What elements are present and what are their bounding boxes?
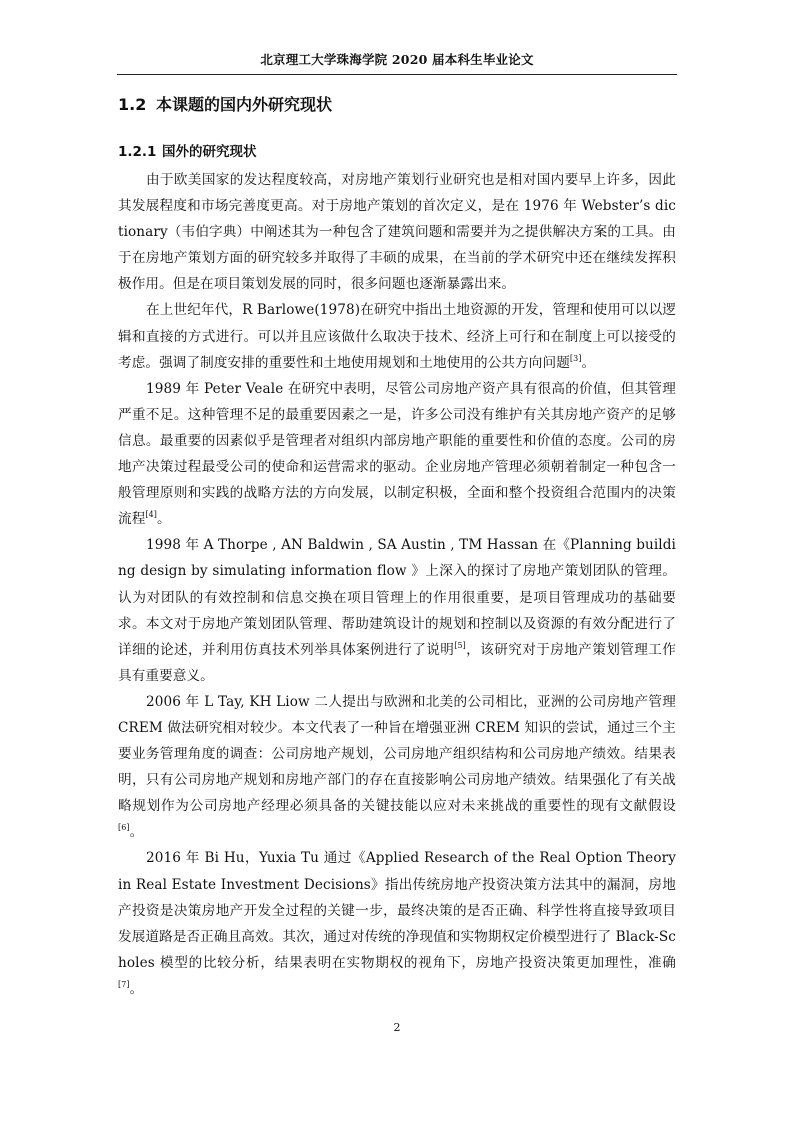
paragraph <box>118 689 676 846</box>
paragraph-text: 1989 年 Peter Veale 在研究中表明，尽管公司房地产资产具有很高的价值，但其管理严重不足。这种管理不足的最重要因素之一是，许多公司没有维护有关其房地产资产的足够信息。最重要的因素似乎是管理者对组织内部房地产职能的重要性和价值的态度。公司的房地产决策过程最受公司的使命和运营需求的驱动。企业房地产管理必须朝着制定一种包含一般管理原则和实践的战略方法的方向发展，以制定积极，全面和整个投资组合范围内的决策流程 <box>118 380 676 528</box>
paragraph-text: 2006 年 L Tay, KH Liow 二人提出与欧洲和北美的公司相比，亚洲的公司房地产管理 CREM 做法研究相对较少。本文代表了一种旨在增强亚洲 CREM 知识的尝试，通过三个主要业务管理角度的调查：公司房地产规划，公司房地产组织结构和公司房地产绩效。结果表明，只有公司房地产规划和房地产部门的存在直接影响公司房地产绩效。结果强化了有关战略规划作为公司房地产经理必须具备的关键技能以应对未来挑战的重要性的现有文献假设 <box>118 693 676 815</box>
paragraph-text: 由于欧美国家的发达程度较高，对房地产策划行业研究也是相对国内要早上许多，因此其发展程度和市场完善度更高。对于房地产策划的首次定义，是在 1976 年 Webster’s dictionary（韦伯字典）中阐述其为一种包含了建筑问题和需要并为之提供解决方案的工具。由于在房地产策划方面的研究较多并取得了丰硕的成果，在当前的学术研究中还在继续发挥积极作用。但是在项目策划发展的同时，很多问题也逐渐暴露出来。 <box>118 172 676 293</box>
citation-ref: [3] <box>569 353 582 363</box>
paragraph <box>118 845 676 1002</box>
page-number: 2 <box>393 1021 401 1034</box>
section-title: 本课题的国内外研究现状 <box>156 95 333 114</box>
paragraph-tail: 。 <box>129 824 144 841</box>
paragraph-tail: 。 <box>581 354 596 371</box>
subsection-number: 1.2.1 <box>118 144 157 160</box>
paragraph <box>118 297 676 375</box>
paragraph-tail: ，该研究对于房地产策划管理工作具有重要意义。 <box>118 641 676 684</box>
header-rule <box>117 74 677 75</box>
paragraph-text: 在上世纪年代，R Barlowe(1978)在研究中指出土地资源的开发，管理和使用可以以逻辑和直接的方式进行。可以并且应该做什么取决于技术、经济上可行和在制度上可以接受的考虑。强调了制度安排的重要性和土地使用规划和土地使用的公共方向问题 <box>118 302 676 371</box>
subsection-heading <box>118 140 257 160</box>
subsection-title: 国外的研究现状 <box>162 144 257 160</box>
citation-ref: [7] <box>118 979 130 989</box>
paragraph <box>118 532 676 689</box>
paragraph-tail: 。 <box>157 511 171 528</box>
paragraph-text: 2016 年 Bi Hu，Yuxia Tu 通过《Applied Research of the Real Option Theory in Real Estate Investment Decisions》指出传统房地产投资决策方法其中的漏洞，房地产投资是决策房地产开发全过程的关键一步，最终决策的是否正确、科学性将直接导致项目发展道路是否正确且高效。其次，通过对传统的净现值和实物期权定价模型进行了 Black-Scholes 模型的比较分析，结果表明在实物期权的视角下，房地产投资决策更加理性，准确 <box>118 850 676 971</box>
body-text <box>118 167 676 1002</box>
paragraph-text: 1998 年 A Thorpe , AN Baldwin , SA Austin , TM Hassan 在《Planning building design by simulating information flow 》上深入的探讨了房地产策划团队的管理。认为对团队的有效控制和信息交换在项目管理上的作用很重要，是项目管理成功的基础要求。本文对于房地产策划团队管理、帮助建筑设计的规划和控制以及资源的有效分配进行了详细的论述，并利用仿真技术列举具体案例进行了说明 <box>118 537 676 658</box>
running-header: 北京理工大学珠海学院 2020 届本科生毕业论文 <box>260 52 534 67</box>
paragraph-tail: 。 <box>129 980 144 997</box>
citation-ref: [5] <box>454 640 466 650</box>
paragraph <box>118 167 676 297</box>
citation-ref: [4] <box>145 510 158 520</box>
section-heading <box>118 92 332 115</box>
citation-ref: [6] <box>118 823 130 833</box>
section-number: 1.2 <box>118 95 147 114</box>
paragraph <box>118 376 676 533</box>
